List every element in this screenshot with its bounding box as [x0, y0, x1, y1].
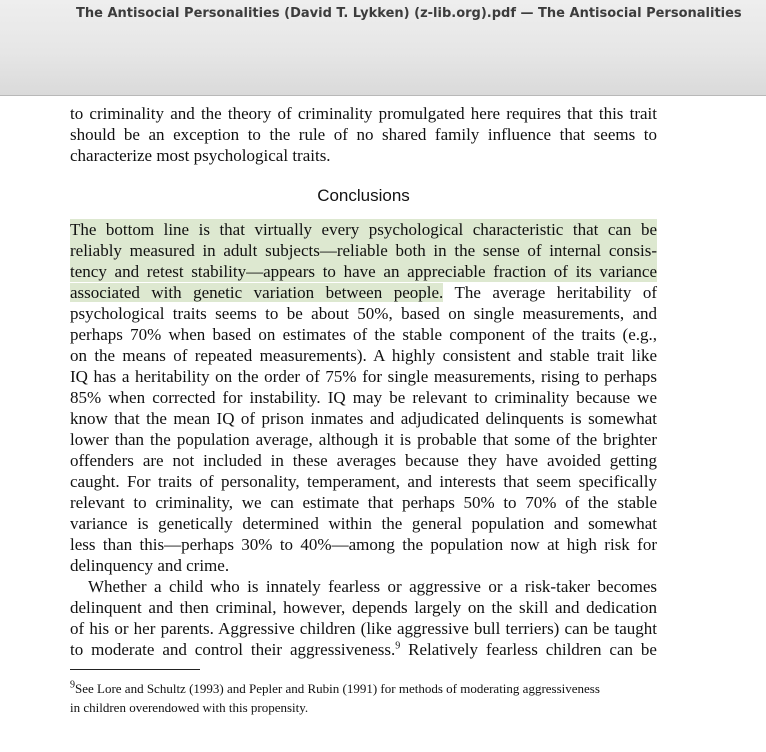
footnote [70, 679, 660, 717]
text-line: delinquency and crime. [70, 556, 230, 575]
text-run: to moderate and control their aggressiveness. [70, 640, 396, 659]
prior-paragraph [70, 103, 657, 166]
window-titlebar[interactable] [0, 0, 766, 96]
text-line: to criminality and the theory of criminality promulgated here requires that this trait [70, 104, 657, 123]
footnote-rule [70, 669, 200, 670]
text-line: lower than the population average, although it is probable that some of the brighter [70, 430, 657, 449]
text-line: delinquent and then criminal, however, depends largely on the skill and dedication [70, 598, 657, 617]
text-line: caught. For traits of personality, temperament, and interests that seem specifically [70, 472, 657, 491]
text-line: should be an exception to the rule of no shared family influence that seems to [70, 125, 657, 144]
text-line: 85% when corrected for instability. IQ may be relevant to criminality because we [70, 388, 657, 407]
text-line [70, 639, 657, 660]
text-line: perhaps 70% when based on estimates of the stable component of the traits (e.g., [70, 325, 657, 344]
text-line: of his or her parents. Aggressive children (like aggressive bull terriers) can be taught [70, 619, 657, 638]
text-run: The average heritability of [443, 283, 657, 302]
footnote-text: See Lore and Schultz (1993) and Pepler and Rubin (1991) for methods of moderating aggressiveness [75, 681, 600, 696]
text-line: relevant to criminality, we can estimate that perhaps 50% to 70% of the stable [70, 493, 657, 512]
text-line: less than this—perhaps 30% to 40%—among the population now at high risk for [70, 535, 657, 554]
footnote-line: in children overendowed with this propensity. [70, 700, 309, 715]
highlighted-line: The bottom line is that virtually every psychological characteristic that can be [70, 220, 657, 239]
pdf-page[interactable] [0, 96, 766, 752]
text-line: variance is genetically determined within the general population and somewhat [70, 514, 657, 533]
highlighted-line: tency and retest stability—appears to have an appreciable fraction of its variance [70, 262, 657, 281]
section-heading: Conclusions [317, 186, 410, 205]
text-line: psychological traits seems to be about 50%, based on single measurements, and [70, 304, 657, 323]
text-run: Relatively fearless children can be [400, 640, 657, 659]
footnote-marker: 9 [70, 679, 75, 691]
highlighted-line: reliably measured in adult subjects—reliable both in the sense of internal consis- [70, 241, 657, 260]
text-line: IQ has a heritability on the order of 75% for single measurements, rising to perhaps [70, 367, 657, 386]
footnote-line [70, 679, 660, 698]
text-line [70, 282, 657, 303]
text-line: on the means of repeated measurements). A highly consistent and stable trait like [70, 346, 657, 365]
window-title: The Antisocial Personalities (David T. Lykken) (z-lib.org).pdf — The Antisocial Personalities [76, 6, 742, 21]
conclusions-paragraph [70, 219, 657, 660]
text-line: Whether a child who is innately fearless or aggressive or a risk-taker becomes [88, 577, 657, 596]
highlight-annotation[interactable]: associated with genetic variation between people. [70, 283, 444, 302]
text-line: know that the mean IQ of prison inmates and adjudicated delinquents is somewhat [70, 409, 657, 428]
text-line: characterize most psychological traits. [70, 146, 331, 165]
footnote-reference[interactable]: 9 [395, 640, 401, 652]
text-line: offenders are not included in these averages because they have avoided getting [70, 451, 657, 470]
